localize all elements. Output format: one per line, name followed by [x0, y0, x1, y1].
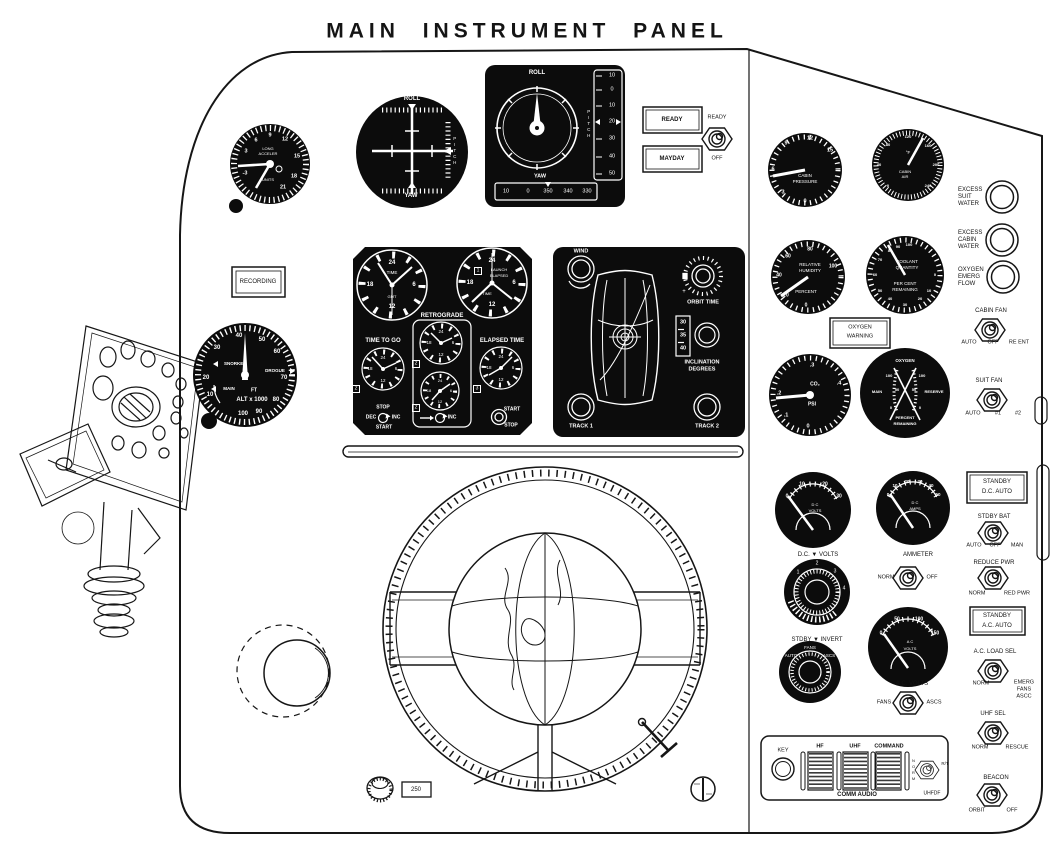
tick-label: 18 [486, 364, 492, 370]
switch-position-label: R/T [941, 760, 949, 766]
marker-label: MAIN [223, 385, 235, 391]
gauge-label: MAIN [871, 389, 883, 394]
switch-position-label: OFF [711, 155, 723, 162]
switch-position-label: AUTO [966, 542, 982, 549]
tick-label: 30 [902, 302, 908, 307]
tick-label: 12 [281, 136, 289, 143]
tick-label: 200 [932, 162, 940, 167]
tick-label: 100 [914, 616, 924, 623]
warning-light-label: OXYGEN [848, 324, 872, 331]
switch-position-label: EMERG [1013, 679, 1035, 686]
tick-label: 21 [279, 184, 287, 191]
gauge-label: VOLTS [808, 508, 822, 513]
comm-panel-label: COMM AUDIO [837, 792, 877, 798]
light-label: CABIN [958, 237, 977, 243]
gauge-label: RESERVE [924, 389, 944, 394]
gauge-label: HUMIDITY [799, 267, 821, 273]
switch-position-label: READY [707, 114, 727, 121]
gauge-label: REMAINING [892, 286, 918, 292]
gauge-label: QUANTITY [895, 264, 919, 270]
control-label: START [503, 406, 521, 413]
gauge-label: PER CENT [893, 280, 917, 286]
gauge-label: CABIN [798, 172, 812, 178]
knob-position-label: FANS [804, 644, 816, 650]
switch-position-label: NORM [971, 744, 989, 751]
switch-label: SUIT FAN [975, 378, 1003, 384]
gauge-label: PERCENT [795, 288, 817, 294]
tick-label: 40 [876, 162, 882, 167]
tick-label: 60 [273, 349, 281, 355]
tick-label: 6 [449, 388, 453, 393]
tick-label: .3 [809, 362, 815, 369]
meter-label: D.C. ▼ VOLTS [797, 552, 839, 558]
tick-label: 50 [935, 491, 941, 497]
thumbwheel-label: COMMAND [874, 743, 904, 750]
gauge-label: PERCENT [895, 415, 915, 420]
switch-label: REDUCE PWR [973, 560, 1015, 566]
switch-position-label: RE ENT [1008, 339, 1030, 346]
knob-position-label: AUTO [784, 652, 798, 658]
switch-label: UHFDF [923, 790, 941, 797]
mayday-light-label: MAYDAY [659, 156, 685, 162]
tick-label: 120 [904, 134, 912, 139]
tick-label: 12 [388, 304, 396, 310]
switch-label: A.C. LOAD SEL [973, 649, 1017, 655]
tick-label: 40 [608, 153, 616, 160]
tick-label: 20 [608, 118, 616, 125]
tick-label: 0 [889, 405, 893, 410]
gauge-label: CABIN [898, 169, 912, 174]
switch-position-label: #1 [994, 410, 1002, 417]
tick-label: 240 [924, 183, 932, 188]
callout-badge: 2 [354, 385, 358, 392]
clock-label: GMT [387, 294, 397, 299]
page-title: MAIN INSTRUMENT PANEL [326, 19, 728, 43]
tick-label: 18 [426, 388, 432, 393]
control-label: INC [447, 414, 457, 421]
knob-label: INCLINATION [684, 359, 720, 366]
tick-label: 12 [380, 377, 386, 383]
gauge-label: PSI [807, 401, 817, 408]
tick-label: 20 [202, 375, 210, 381]
tick-label: 2 [815, 560, 819, 567]
tick-label: 80 [807, 246, 813, 253]
axis-label: PITCH [586, 109, 592, 139]
gauge-label: REMAINING [893, 421, 917, 426]
gauge-label: AMPS [909, 506, 921, 511]
tick-label: 10 [608, 102, 616, 109]
tick-label: 9 [784, 140, 788, 147]
gauge-label: COOLANT [896, 258, 918, 264]
tick-label: 9 [268, 132, 272, 139]
tick-label: 6 [394, 365, 398, 371]
tick-label: 24 [488, 258, 496, 264]
tick-label: 10 [799, 481, 805, 488]
tick-label: 30 [608, 135, 616, 142]
meter-label: A.C. VOLTS [895, 681, 929, 687]
tick-label: 60 [872, 272, 878, 277]
tick-label: 50 [894, 387, 900, 392]
tick-label: 12 [498, 376, 504, 382]
tick-label: 160 [924, 143, 932, 148]
tick-label: 0 [933, 272, 937, 277]
switch-position-label: NORM [877, 574, 895, 581]
tick-label: 330 [582, 188, 592, 195]
gauge-label: PRESSURE [792, 178, 818, 184]
clock-label: ELAPSED [489, 273, 509, 278]
tick-label: .4 [836, 380, 842, 387]
switch-position-label: OFF [1006, 807, 1018, 814]
control-label: START [375, 424, 393, 431]
gauge-label: ALT x 1000 [236, 397, 268, 403]
knob-label: TRACK 1 [569, 423, 593, 430]
axis-label: PITCH [452, 136, 458, 166]
tick-label: 100 [905, 242, 913, 247]
clock-label: TIME [482, 291, 492, 296]
tick-label: 18 [426, 339, 432, 345]
standby-dc-label: STANDBY [983, 479, 1011, 485]
knob-label: ORBIT TIME [687, 299, 719, 306]
tick-label: 12 [806, 135, 814, 142]
clock-label: TIME TO GO [365, 338, 401, 344]
gauge-label: D C [911, 500, 919, 505]
tick-label: 80 [885, 142, 891, 147]
tick-label: 70 [877, 257, 883, 262]
tick-label: 50 [911, 387, 917, 392]
tick-label: 6 [511, 364, 515, 370]
tick-label: 0 [806, 423, 810, 430]
switch-position-label: AUTO [965, 410, 981, 417]
tick-label: 6 [451, 339, 455, 345]
light-label: EXCESS [958, 187, 983, 193]
gauge-label: D C [811, 502, 819, 507]
tick-label: 24 [380, 354, 386, 360]
thumbwheel-label: HF [816, 743, 824, 750]
gauge-label: UNITS [262, 177, 274, 182]
tick-label: 24 [437, 378, 443, 383]
gauge-label: A C [906, 639, 914, 644]
control-label: DEC [365, 414, 377, 421]
tick-label: 10 [608, 72, 616, 79]
tick-label: 18 [366, 282, 374, 288]
knob-position-label: ASCS [822, 652, 836, 658]
switch-position-label: NORM [911, 758, 916, 782]
switch-position-label: RESCUE [1005, 744, 1029, 751]
clock-label: LAUNCH [490, 267, 508, 272]
switch-position-label: OFF [987, 339, 999, 346]
tick-label: 50 [877, 288, 883, 293]
tick-label: 0 [886, 491, 890, 497]
tick-label: 18 [290, 173, 298, 180]
tick-label: 20 [783, 292, 789, 299]
meter-label: AMMETER [903, 552, 933, 558]
tick-label: 6 [412, 282, 416, 288]
tick-label: 350 [543, 188, 553, 195]
tick-label: 12 [437, 399, 443, 404]
tick-label: 18 [466, 280, 474, 286]
clock-label: TIME [386, 269, 398, 275]
light-label: EXCESS [958, 230, 983, 236]
knob-label: WIND [573, 248, 589, 255]
dial-sign: + [682, 289, 686, 295]
callout-badge: 2 [414, 404, 418, 411]
tick-label: 340 [563, 188, 573, 195]
tick-label: 3 [781, 189, 785, 196]
tick-label: 0 [879, 630, 883, 637]
tick-label: 40 [235, 333, 243, 339]
range-value: 250 [410, 787, 422, 793]
light-label: OXYGEN [958, 267, 984, 273]
tick-label: 24 [438, 328, 444, 334]
tick-label: 100 [885, 373, 893, 378]
tick-label: 10 [502, 188, 510, 195]
tick-label: 15 [293, 153, 301, 160]
axis-label: ROLL [528, 70, 546, 76]
tick-label: 6 [771, 166, 775, 173]
light-label: EMERG [958, 274, 981, 280]
tick-label: 15 [826, 147, 834, 154]
tick-label: .2 [776, 390, 782, 397]
clock-label: ELAPSED TIME [479, 338, 525, 344]
switch-position-label: AUTO [961, 339, 977, 346]
gauge-label: RELATIVE [799, 261, 821, 267]
tick-label: 35 [679, 332, 687, 339]
tick-label: 24 [498, 353, 504, 359]
key-button-label: KEY [777, 747, 789, 754]
gauge-label: VOLTS [903, 646, 917, 651]
knob-label: TRACK 2 [695, 423, 719, 430]
switch-label: UHF SEL [980, 711, 1006, 717]
gauge-label: ACCELER [258, 151, 278, 156]
standby-ac-label: A.C. AUTO [982, 623, 1012, 629]
tick-label: 90 [255, 409, 263, 415]
switch-position-label: OFF [989, 542, 1001, 549]
tick-label: 6 [512, 280, 516, 286]
tick-label: 70 [280, 375, 288, 381]
tick-label: 0 [918, 405, 922, 410]
switch-position-label: #2 [1014, 410, 1022, 417]
tick-label: 24 [388, 260, 396, 266]
switch-position-label: NORM [972, 680, 990, 687]
clock-label: RETROGRADE [420, 313, 464, 319]
callout-badge: 2 [414, 360, 418, 367]
switch-label: CABIN FAN [975, 308, 1007, 314]
switch-position-label: FANS [876, 699, 892, 706]
light-label: SUIT [958, 194, 972, 200]
tick-label: 4 [842, 585, 846, 592]
tick-label: 0 [804, 302, 808, 309]
control-label: STOP [504, 422, 518, 429]
switch-label: STDBY BAT [977, 514, 1011, 520]
gauge-label: LONG [262, 146, 274, 151]
tick-label: 3 [833, 568, 837, 575]
switch-position-label: NORM [968, 590, 986, 597]
tick-label: 40 [776, 272, 782, 279]
tick-label: 40 [887, 296, 893, 301]
tick-label: 6 [254, 137, 258, 144]
tick-label: 50 [894, 616, 900, 623]
standby-dc-label: D.C. AUTO [982, 489, 1012, 495]
tick-label: 100 [237, 411, 249, 417]
axis-label: ROLL [403, 96, 421, 102]
tick-label: 0 [526, 188, 530, 195]
tick-label: 80 [272, 397, 280, 403]
tick-label: -3 [242, 170, 248, 177]
tick-label: 1 [796, 569, 800, 576]
axis-label: YAW [404, 193, 418, 199]
warning-light-label: WARNING [846, 333, 874, 340]
switch-position-label: MAN [1010, 542, 1024, 549]
tick-label: 100 [918, 373, 926, 378]
switch-position-label: ASCS [926, 699, 942, 706]
tick-label: 0 [886, 183, 890, 188]
gauge-label: °F [905, 149, 911, 155]
tick-label: 30 [213, 345, 221, 351]
light-label: WATER [958, 244, 979, 250]
tick-label: 30 [917, 478, 923, 484]
tick-label: 100 [828, 263, 838, 270]
tick-label: 20 [917, 296, 923, 301]
thumbwheel-label: UHF [849, 743, 861, 750]
tick-label: .1 [783, 412, 789, 419]
switch-position-label: RED PWR [1004, 590, 1030, 597]
gauge-label: FT [250, 387, 258, 394]
tick-label: 12 [488, 302, 496, 308]
recording-light-label: RECORDING [239, 279, 277, 285]
ready-light-label: READY [661, 117, 683, 123]
control-label: STOP [376, 404, 390, 411]
tick-label: 10 [206, 392, 214, 398]
tick-label: 40 [928, 482, 934, 488]
tick-label: 30 [836, 493, 842, 500]
callout-badge: 1 [476, 267, 480, 274]
tick-label: 10 [926, 288, 932, 293]
tick-label: 40 [679, 345, 687, 352]
tick-label: 0 [610, 86, 614, 93]
tick-label: 10 [892, 482, 898, 488]
tick-label: 80 [887, 248, 893, 253]
tick-label: 20 [904, 478, 910, 484]
tick-label: 150 [930, 630, 940, 637]
tick-label: 50 [258, 337, 266, 343]
tick-label: 50 [608, 170, 616, 177]
light-label: WATER [958, 201, 979, 207]
tick-label: 30 [679, 319, 687, 326]
tick-label: 18 [367, 365, 373, 371]
axis-label: YAW [533, 173, 547, 180]
knob-label: DEGREES [688, 366, 716, 373]
tick-label: 0 [803, 198, 807, 205]
switch-label: BEACON [983, 775, 1009, 781]
marker-label: DROGUE [265, 367, 285, 373]
control-label: INC [391, 414, 401, 421]
switch-position-label: FANS [1016, 686, 1032, 693]
switch-position-label: ASCC [1016, 693, 1032, 700]
light-label: FLOW [958, 281, 976, 287]
gauge-label: OXYGEN [895, 357, 915, 363]
tick-label: 20 [822, 481, 828, 488]
tick-label: 0 [785, 493, 789, 500]
standby-ac-label: STANDBY [983, 613, 1011, 619]
tick-label: 90 [895, 244, 901, 249]
callout-badge: 3 [475, 385, 479, 392]
marker-label: SNORKEL [223, 360, 247, 366]
switch-position-label: OFF [926, 574, 938, 581]
gauge-label: AIR [901, 174, 909, 179]
knob-label: STDBY ▼ INVERT [791, 637, 843, 643]
tick-label: 12 [438, 351, 444, 357]
tick-label: 60 [785, 253, 791, 260]
switch-position-label: ORBIT [968, 807, 986, 814]
gauge-label: CO₂ [810, 381, 820, 388]
tick-label: 3 [244, 148, 248, 155]
